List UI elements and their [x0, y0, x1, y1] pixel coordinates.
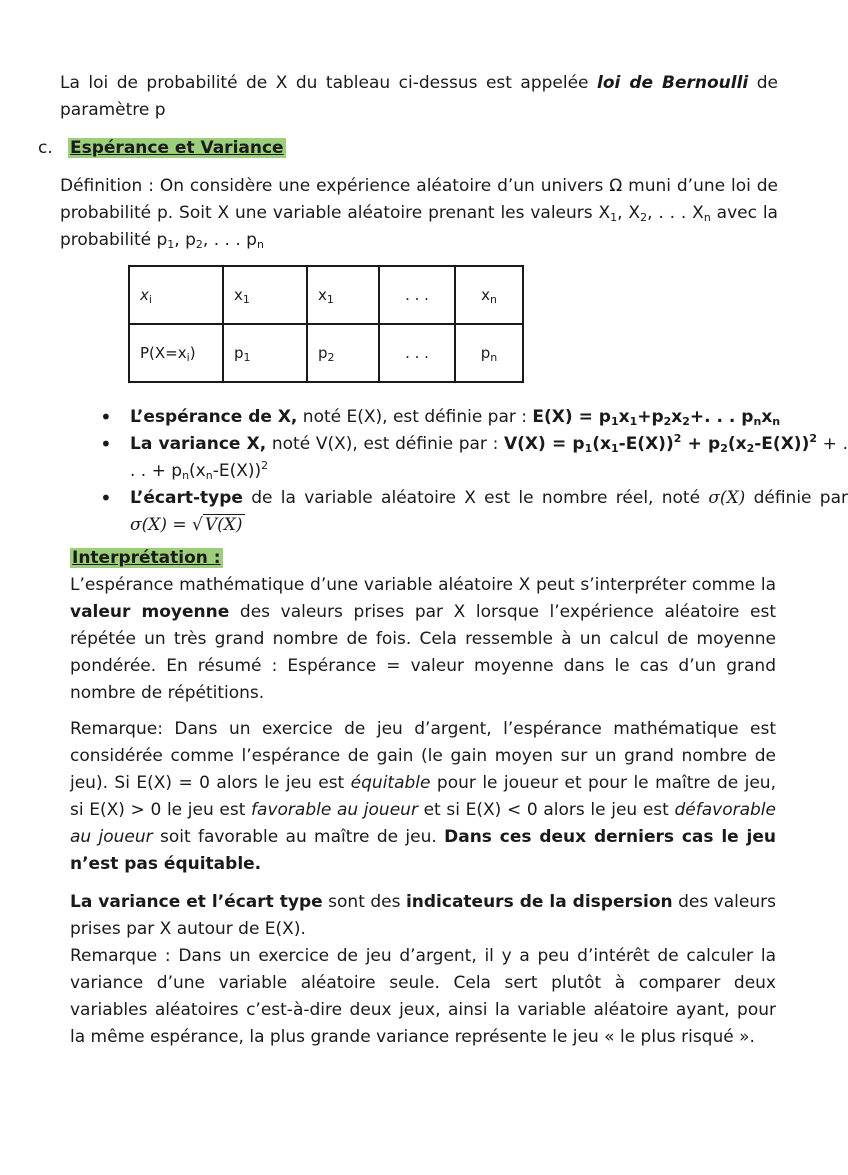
formula: x [618, 407, 630, 427]
text: noté E(X), est définie par : [297, 407, 533, 427]
formula: + . . . + p [130, 434, 848, 481]
interpretation-title: Interprétation : [72, 548, 221, 568]
formula: +. . . p [689, 407, 754, 427]
definition-text: , p [174, 230, 196, 250]
cell-text: p [234, 343, 244, 362]
sub: 2 [663, 415, 672, 428]
sub: 2 [327, 350, 335, 364]
section-title: Espérance et Variance [70, 138, 284, 158]
text: Remarque: Dans un exercice de jeu d’argent, l’espérance mathématique est considérée comme l’espérance de gain (le gain moyen sur un grand nombre de jeu). Si E(X) = 0 alors le jeu est [70, 719, 776, 793]
table-cell [455, 324, 523, 382]
table-row-values [129, 266, 523, 324]
sup: 2 [809, 432, 817, 445]
emphasis: indicateurs de la dispersion [405, 892, 673, 912]
cell-text: p [318, 343, 328, 362]
cell-text: x [140, 285, 149, 304]
table-cell [223, 266, 307, 324]
sub: 1 [584, 442, 593, 455]
definition-paragraph [60, 173, 778, 254]
text: définie par [745, 488, 848, 508]
cell-text: x [481, 285, 490, 304]
interpretation-paragraph [70, 572, 776, 707]
formula: -E(X)) [618, 434, 674, 454]
probability-table [128, 265, 524, 383]
formula: V(X) = p [503, 434, 585, 454]
table-cell [223, 324, 307, 382]
formula: +p [637, 407, 664, 427]
text: sont des [322, 892, 406, 912]
sub: 2 [682, 415, 690, 428]
emphasis: La variance et l’écart type [70, 892, 323, 912]
table-cell [455, 266, 523, 324]
formula: -E(X)) [754, 434, 810, 454]
sub: n [772, 415, 781, 428]
sub: n [182, 469, 190, 482]
emphasis: valeur moyenne [70, 602, 230, 622]
emphasis: favorable au joueur [251, 800, 418, 820]
sub: 2 [746, 442, 755, 455]
text: noté V(X), est définie par : [266, 434, 504, 454]
cell-text: x [318, 285, 327, 304]
formula: (x [592, 434, 611, 454]
text: L’espérance mathématique d’une variable aléatoire X peut s’interpréter comme la [70, 575, 776, 595]
table-cell [129, 266, 223, 324]
table-cell [307, 266, 379, 324]
definition-text: , X [617, 203, 641, 223]
intro-paragraph [60, 70, 778, 124]
sqrt-sign: = √ [166, 515, 203, 535]
remark-paragraph-2 [70, 943, 776, 1051]
sub: 1 [326, 292, 334, 306]
list-item-expectation [130, 404, 848, 431]
math: V(X) [204, 515, 243, 535]
sub: 2 [640, 211, 648, 224]
text: de la variable aléatoire X est le nombre réel, noté [242, 488, 709, 508]
table-cell: . . . [379, 324, 455, 382]
math: σ(X) [708, 488, 746, 508]
section-heading [38, 135, 286, 162]
interpretation-heading [70, 545, 223, 572]
formula: (x [189, 461, 206, 481]
sub: 1 [167, 238, 175, 251]
emphasis: défavorable au joueur [70, 800, 776, 847]
sub: n [753, 415, 762, 428]
text: des valeurs prises par X lorsque l’expérience aléatoire est répétée un très grand nombre de fois. Cela ressemble à un calcul de moyenne pondérée. En résumé : Espérance = valeur moyenne dans le cas d’un grand nombre de répétitions. [70, 602, 776, 703]
sub: n [490, 350, 498, 364]
emphasis: équitable [350, 773, 431, 793]
term: La variance X, [130, 434, 267, 454]
sub: 1 [610, 211, 618, 224]
definition-text: Définition : On considère une expérience aléatoire d’un univers Ω muni d’une loi de probabilité p. Soit X une variable aléatoire prenant les valeurs X [60, 176, 778, 223]
text: soit favorable au maître de jeu. [152, 827, 445, 847]
text: et si E(X) < 0 alors le jeu est [417, 800, 675, 820]
sub: 1 [610, 442, 619, 455]
sub: n [703, 211, 711, 224]
cell-text: P(X=x [140, 343, 187, 362]
sub: 2 [195, 238, 203, 251]
intro-text-end: de paramètre p [60, 73, 778, 120]
definitions-list [60, 404, 848, 539]
text: des valeurs prises par X autour de E(X). [70, 892, 776, 939]
sub: 2 [720, 442, 728, 455]
sub: n [205, 469, 213, 482]
bernoulli-term: loi de Bernoulli [597, 73, 749, 93]
text: pour le joueur et pour le maître de jeu, si E(X) > 0 le jeu est [70, 773, 776, 820]
math: σ(X) [130, 515, 167, 535]
list-item-variance [130, 431, 848, 485]
formula: (x [727, 434, 747, 454]
formula: E(X) = p [532, 407, 611, 427]
term: L’espérance de X, [130, 407, 298, 427]
sub: n [256, 238, 264, 251]
sup: 2 [261, 459, 269, 472]
definition-text: , . . . p [202, 230, 257, 250]
sub: i [148, 292, 152, 306]
cell-text: ) [189, 343, 196, 362]
formula: x [671, 407, 683, 427]
sub: n [489, 292, 497, 306]
intro-text: La loi de probabilité de X du tableau ci-dessus est appelée [60, 73, 597, 93]
table-row-probabilities [129, 324, 523, 382]
cell-text: p [480, 343, 491, 362]
definition-text: avec la probabilité p [60, 203, 778, 250]
remark-paragraph [70, 716, 776, 878]
sub: i [186, 350, 190, 364]
table-cell [307, 324, 379, 382]
sub: 1 [610, 415, 619, 428]
sub: 1 [629, 415, 638, 428]
table-cell: . . . [379, 266, 455, 324]
formula: -E(X)) [212, 461, 262, 481]
section-letter: c. [38, 138, 53, 158]
sub: 1 [242, 292, 250, 306]
sub: 1 [243, 350, 251, 364]
term: L’écart-type [130, 488, 243, 508]
text: Remarque : Dans un exercice de jeu d’argent, il y a peu d’intérêt de calculer la variance d’une variable aléatoire seule. Cela sert plutôt à comparer deux variables aléatoires c’est-à-dire deux jeux, ainsi la variable aléatoire ayant, pour la même espérance, la plus grande variance représente le jeu « le plus risqué ». [70, 946, 776, 1047]
emphasis: Dans ces deux derniers cas le jeu n’est pas équitable. [70, 827, 777, 874]
formula: + p [681, 434, 721, 454]
formula: x [761, 407, 773, 427]
table-cell [129, 324, 223, 382]
cell-text: x [234, 285, 243, 304]
list-item-standard-deviation [130, 485, 848, 539]
sup: 2 [673, 432, 682, 445]
variance-paragraph [70, 889, 776, 943]
definition-text: , . . . X [647, 203, 704, 223]
